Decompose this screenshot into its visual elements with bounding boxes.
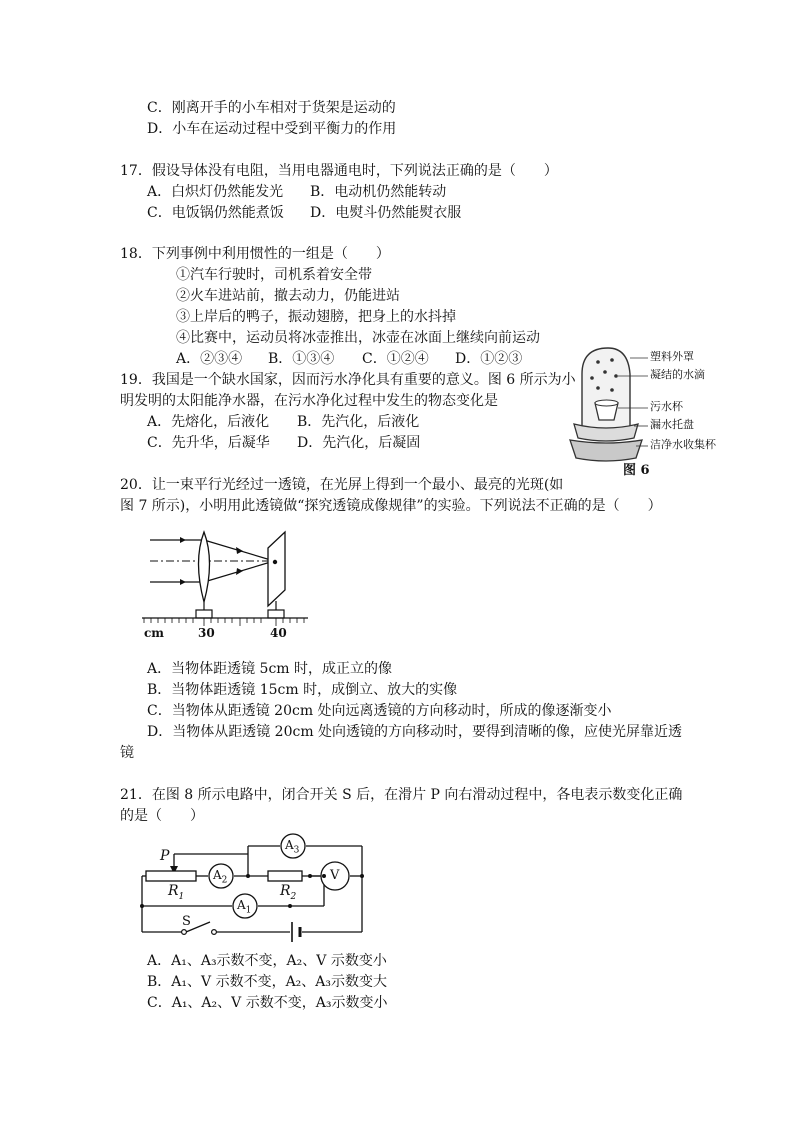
q21-option-c: C．A₁、A₂、V 示数不变，A₃示数变小 [147, 995, 388, 1011]
figure-6-caption: 图 6 [623, 463, 650, 478]
q20-stem-line2: 图 7 所示)，小明用此透镜做“探究透镜成像规律”的实验。下列说法不正确的是（ ） [120, 498, 662, 514]
q17-option-b: B．电动机仍然能转动 [310, 184, 447, 200]
bench-mark-40: 40 [270, 626, 287, 640]
water-drop [614, 374, 618, 378]
light-screen [268, 532, 285, 606]
label-a2: $A_2$ [213, 868, 228, 886]
label-clean-water-collector: 洁净水收集杯 [650, 438, 716, 451]
bench-mark-30: 30 [198, 626, 215, 640]
q21-stem-line2: 的是（ ） [120, 808, 204, 824]
water-drop [590, 376, 594, 380]
q17-option-a: A．白炽灯仍然能发光 [147, 184, 284, 200]
q18-item-2: ②火车进站前，撤去动力，仍能进站 [176, 288, 400, 304]
q19-option-d: D．先汽化，后凝固 [297, 435, 421, 451]
light-spot [273, 560, 277, 564]
clean-water-collector [570, 440, 642, 461]
label-r2: $R_2$ [280, 883, 297, 902]
q17-stem: 17．假设导体没有电阻，当用电器通电时，下列说法正确的是（ ） [120, 163, 558, 179]
q21-option-a: A．A₁、A₃示数不变，A₂、V 示数变小 [147, 953, 387, 969]
label-p: P [160, 848, 170, 864]
q20-stem-line1: 20．让一束平行光经过一透镜，在光屏上得到一个最小、最亮的光斑(如 [120, 477, 564, 493]
q18-option-d: D．①②③ [455, 351, 523, 367]
resistor-r1 [146, 871, 196, 881]
q21-stem-line1: 21．在图 8 所示电路中，闭合开关 S 后，在滑片 P 向右滑动过程中，各电表示数变化正确 [120, 787, 683, 803]
q19-option-c: C．先升华，后凝华 [147, 435, 270, 451]
resistor-r2 [268, 871, 302, 881]
q20-option-b: B．当物体距透镜 15cm 时，成倒立、放大的实像 [147, 682, 458, 698]
convex-lens [199, 532, 210, 602]
label-s: S [182, 914, 191, 929]
q19-option-b: B．先汽化，后液化 [297, 414, 420, 430]
water-drop [610, 388, 614, 392]
lens-holder [196, 610, 212, 618]
q20-option-d-line1: D．当物体从距透镜 20cm 处向透镜的方向移动时，要得到清晰的像，应使光屏靠近透 [147, 724, 683, 740]
q20-option-a: A．当物体距透镜 5cm 时，成正立的像 [147, 661, 393, 677]
q18-option-a: A．②③④ [176, 351, 243, 367]
q20-option-d-line2: 镜 [120, 745, 134, 761]
figure-6-water-purifier [568, 340, 728, 480]
q18-option-b: B．①③④ [268, 351, 335, 367]
q18-option-c: C．①②④ [362, 351, 429, 367]
label-drip-tray: 漏水托盘 [650, 418, 694, 431]
water-drop [610, 358, 614, 362]
q16-option-d: D．小车在运动过程中受到平衡力的作用 [147, 121, 397, 137]
q17-option-d: D．电熨斗仍然能熨衣服 [310, 205, 462, 221]
bench-unit-label: cm [144, 626, 165, 640]
q18-item-1: ①汽车行驶时，司机系着安全带 [176, 267, 372, 283]
q19-stem-line1: 19．我国是一个缺水国家，因而污水净化具有重要的意义。图 6 所示为小 [120, 372, 576, 388]
q16-option-c: C．刚离开手的小车相对于货架是运动的 [147, 100, 396, 116]
screen-holder [268, 610, 284, 618]
water-drop [596, 386, 600, 390]
water-drop [603, 370, 607, 374]
water-drop [596, 360, 600, 364]
label-a1: $A_1$ [237, 898, 252, 916]
q18-stem: 18．下列事例中利用惯性的一组是（ ） [120, 246, 390, 262]
plastic-cover [582, 348, 630, 437]
q19-stem-line2: 明发明的太阳能净水器，在污水净化过程中发生的物态变化是 [120, 393, 498, 409]
q20-option-c: C．当物体从距透镜 20cm 处向远离透镜的方向移动时，所成的像逐渐变小 [147, 703, 612, 719]
label-condensed-drops: 凝结的水滴 [650, 368, 705, 381]
q17-option-c: C．电饭锅仍然能煮饭 [147, 205, 284, 221]
q18-item-4: ④比赛中，运动员将冰壶推出，冰壶在冰面上继续向前运动 [176, 330, 540, 346]
label-a3: $A_3$ [285, 838, 300, 856]
label-v: V [330, 868, 340, 883]
q19-option-a: A．先熔化，后液化 [147, 414, 270, 430]
label-plastic-cover: 塑料外罩 [650, 350, 694, 363]
q21-option-b: B．A₁、V 示数不变，A₂、A₃示数变大 [147, 974, 388, 990]
q18-item-3: ③上岸后的鸭子，振动翅膀，把身上的水抖掉 [176, 309, 456, 325]
label-sewage-cup: 污水杯 [650, 400, 683, 413]
label-r1: $R_1$ [168, 883, 185, 902]
